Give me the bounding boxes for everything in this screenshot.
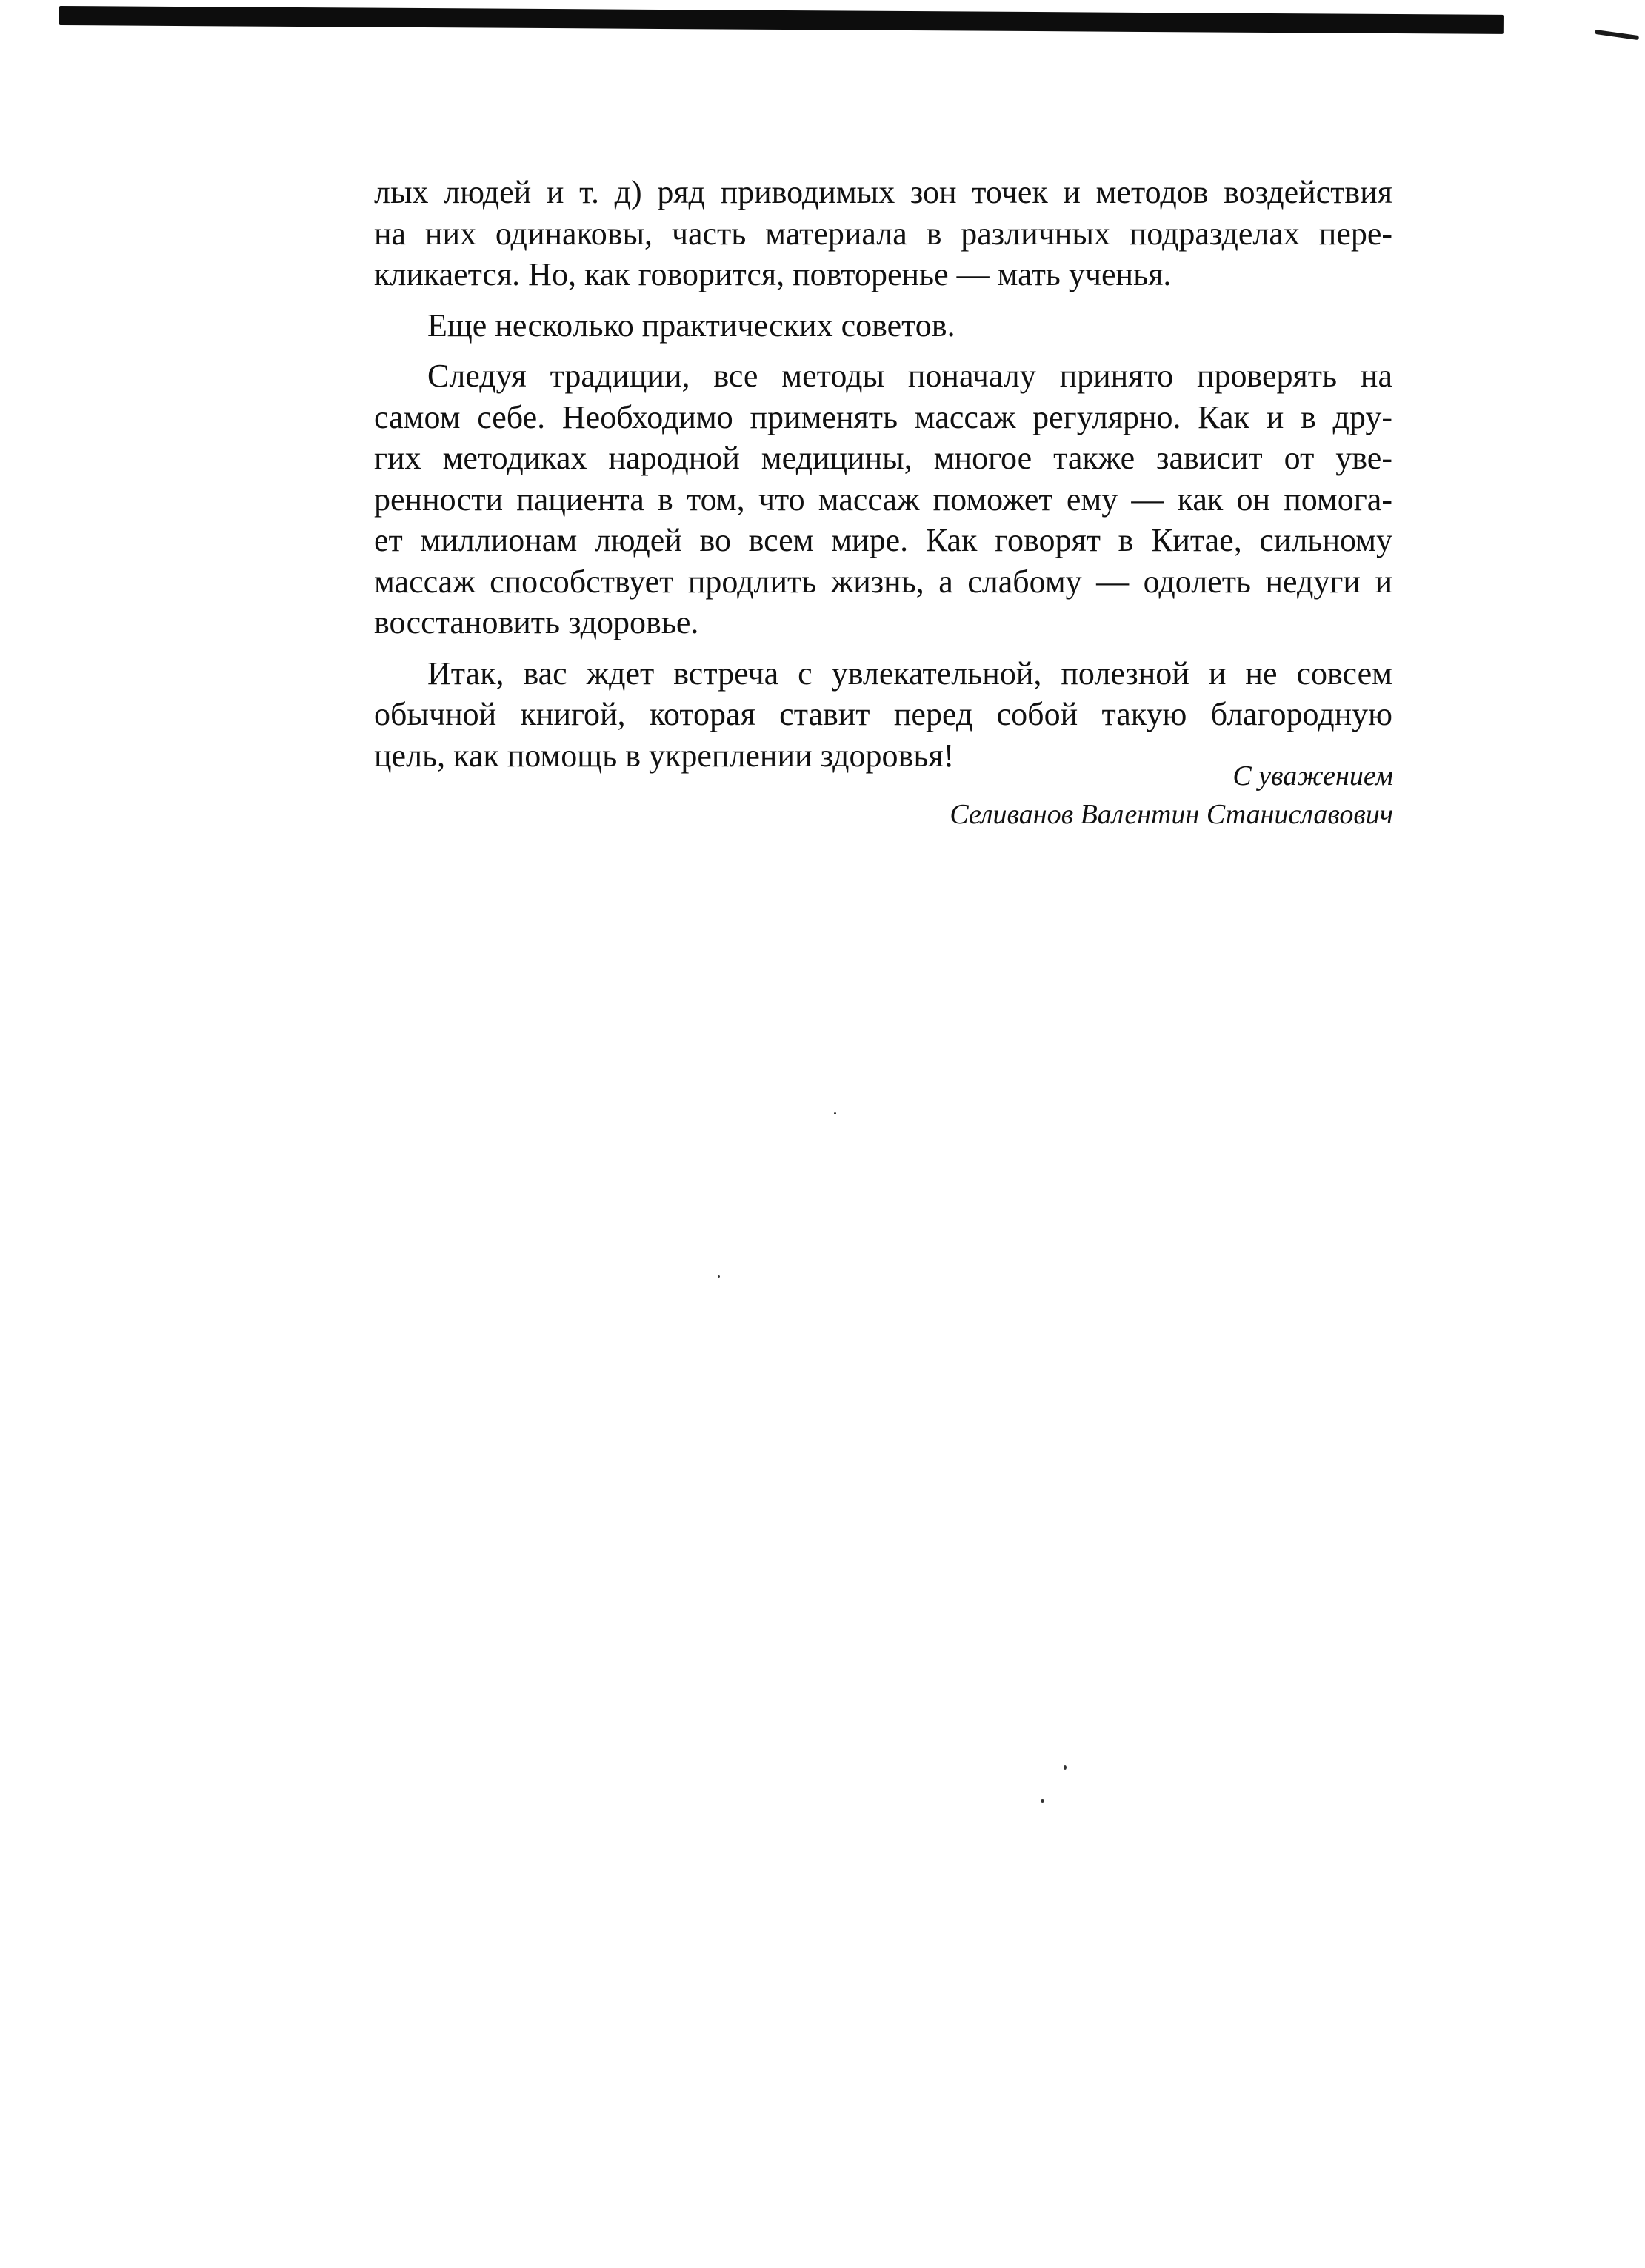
paragraph-line: лых людей и т. д) ряд приводимых зон точек и методов воздействия [374, 174, 1392, 210]
paragraph-line: ет миллионам людей во всем мире. Как говорят в Китае, сильному [374, 522, 1392, 558]
scan-edge-mark [1595, 30, 1639, 40]
scan-top-edge-bar [59, 6, 1504, 34]
scan-speck [1064, 1765, 1067, 1770]
paragraph-line: цель, как помощь в укреплении здоровья! [374, 737, 955, 774]
paragraph-3 [374, 355, 1392, 643]
paragraph-line: Итак, вас ждет встреча с увлекательной, полезной и не совсем [427, 655, 1392, 692]
paragraph-line: кликается. Но, как говорится, повторенье — мать ученья. [374, 256, 1172, 292]
paragraph-line: восстановить здоровье. [374, 604, 699, 640]
scan-speck [1041, 1799, 1044, 1803]
paragraph-line: обычной книгой, которая ставит перед собой такую благородную [374, 696, 1392, 732]
body-text [374, 172, 1392, 786]
signature-author: Селиванов Валентин Станиславович [950, 799, 1393, 830]
paragraph-line: массаж способствует продлить жизнь, а слабому — одолеть недуги и [374, 563, 1392, 600]
signature-greeting: С уважением [1232, 760, 1393, 792]
paragraph-2 [374, 305, 1392, 347]
scan-speck [834, 1112, 836, 1114]
paragraph-line: ренности пациента в том, что массаж поможет ему — как он помога- [374, 481, 1392, 518]
paragraph-1 [374, 172, 1392, 295]
paragraph-line: самом себе. Необходимо применять массаж регулярно. Как и в дру- [374, 398, 1392, 435]
paragraph-line: Еще несколько практических советов. [427, 307, 955, 344]
paragraph-line: на них одинаковы, часть материала в различных подразделах пере- [374, 215, 1392, 252]
scan-speck [718, 1275, 720, 1278]
signature [950, 757, 1393, 834]
paragraph-line: Следуя традиции, все методы поначалу принято проверять на [427, 358, 1392, 394]
paragraph-line: гих методиках народной медицины, многое также зависит от уве- [374, 440, 1392, 476]
